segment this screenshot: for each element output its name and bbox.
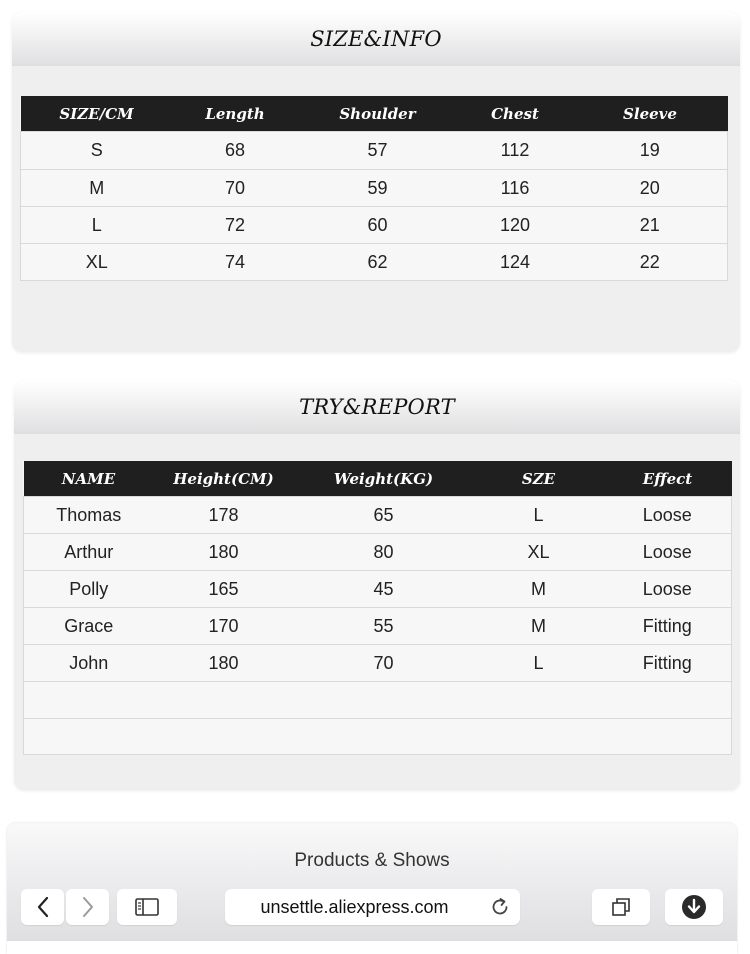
table-row bbox=[24, 645, 732, 682]
reload-icon[interactable] bbox=[489, 896, 511, 918]
table-cell bbox=[474, 682, 604, 719]
table-cell: Loose bbox=[604, 571, 732, 608]
table-cell: 19 bbox=[573, 132, 728, 170]
table-cell: 62 bbox=[298, 244, 458, 281]
table-cell bbox=[294, 719, 474, 755]
try-report-col-header: Weight(KG) bbox=[294, 461, 474, 497]
table-cell bbox=[604, 682, 732, 719]
size-info-title: SIZE&INFO bbox=[310, 27, 442, 51]
chevron-right-icon bbox=[81, 896, 95, 918]
table-cell: 22 bbox=[573, 244, 728, 281]
table-cell: 124 bbox=[458, 244, 573, 281]
tabs-button[interactable] bbox=[592, 889, 650, 925]
table-cell: Loose bbox=[604, 534, 732, 571]
size-info-table bbox=[20, 96, 728, 281]
table-cell bbox=[154, 719, 294, 755]
size-info-col-header: Length bbox=[173, 96, 298, 132]
table-row bbox=[24, 497, 732, 534]
try-report-table bbox=[23, 461, 732, 755]
table-cell: XL bbox=[474, 534, 604, 571]
table-cell: Polly bbox=[24, 571, 154, 608]
try-report-col-header: Effect bbox=[604, 461, 732, 497]
table-cell: 45 bbox=[294, 571, 474, 608]
table-cell: 65 bbox=[294, 497, 474, 534]
table-cell bbox=[24, 682, 154, 719]
table-row bbox=[24, 682, 732, 719]
browser-toolbar bbox=[7, 823, 737, 954]
table-cell: 165 bbox=[154, 571, 294, 608]
table-cell bbox=[24, 719, 154, 755]
try-report-title: TRY&REPORT bbox=[299, 395, 455, 419]
table-cell: 59 bbox=[298, 170, 458, 207]
table-cell: XL bbox=[21, 244, 173, 281]
size-info-col-header: SIZE/CM bbox=[21, 96, 173, 132]
sidebar-button[interactable] bbox=[117, 889, 177, 925]
table-cell: M bbox=[474, 571, 604, 608]
tabs-icon bbox=[610, 896, 632, 918]
table-cell: Loose bbox=[604, 497, 732, 534]
table-cell: Thomas bbox=[24, 497, 154, 534]
sidebar-icon bbox=[135, 898, 159, 916]
table-cell: 180 bbox=[154, 645, 294, 682]
table-row bbox=[24, 534, 732, 571]
table-cell: 21 bbox=[573, 207, 728, 244]
table-cell: L bbox=[474, 497, 604, 534]
table-cell: 57 bbox=[298, 132, 458, 170]
table-cell: 70 bbox=[294, 645, 474, 682]
table-cell: Grace bbox=[24, 608, 154, 645]
table-cell bbox=[474, 719, 604, 755]
try-report-header bbox=[14, 380, 740, 434]
table-cell: L bbox=[474, 645, 604, 682]
table-cell: 70 bbox=[173, 170, 298, 207]
back-button[interactable] bbox=[21, 889, 64, 925]
size-info-col-header: Shoulder bbox=[298, 96, 458, 132]
table-cell: 120 bbox=[458, 207, 573, 244]
size-info-header-row bbox=[21, 96, 728, 132]
table-cell bbox=[154, 682, 294, 719]
table-cell: L bbox=[21, 207, 173, 244]
table-cell bbox=[604, 719, 732, 755]
size-info-col-header: Chest bbox=[458, 96, 573, 132]
size-info-header bbox=[12, 12, 740, 66]
table-cell: 72 bbox=[173, 207, 298, 244]
try-report-col-header: SZE bbox=[474, 461, 604, 497]
table-cell: 116 bbox=[458, 170, 573, 207]
table-cell: 20 bbox=[573, 170, 728, 207]
table-row bbox=[21, 207, 728, 244]
table-cell: 60 bbox=[298, 207, 458, 244]
forward-button[interactable] bbox=[66, 889, 109, 925]
download-button[interactable] bbox=[665, 889, 723, 925]
download-icon bbox=[681, 894, 707, 920]
page-content-edge bbox=[7, 941, 737, 954]
table-cell: 74 bbox=[173, 244, 298, 281]
table-cell: 55 bbox=[294, 608, 474, 645]
try-report-col-header: Height(CM) bbox=[154, 461, 294, 497]
table-row bbox=[24, 571, 732, 608]
table-cell: 170 bbox=[154, 608, 294, 645]
size-info-col-header: Sleeve bbox=[573, 96, 728, 132]
table-row bbox=[24, 608, 732, 645]
browser-title: Products & Shows bbox=[294, 850, 450, 871]
table-cell: Fitting bbox=[604, 608, 732, 645]
url-text: unsettle.aliexpress.com bbox=[260, 897, 449, 917]
table-row bbox=[24, 719, 732, 755]
table-cell bbox=[294, 682, 474, 719]
address-bar[interactable] bbox=[225, 889, 520, 925]
table-cell: 178 bbox=[154, 497, 294, 534]
table-cell: John bbox=[24, 645, 154, 682]
table-cell: 112 bbox=[458, 132, 573, 170]
table-cell: M bbox=[474, 608, 604, 645]
chevron-left-icon bbox=[36, 896, 50, 918]
table-cell: S bbox=[21, 132, 173, 170]
try-report-header-row bbox=[24, 461, 732, 497]
try-report-col-header: NAME bbox=[24, 461, 154, 497]
table-row bbox=[21, 170, 728, 207]
table-cell: 68 bbox=[173, 132, 298, 170]
table-cell: 80 bbox=[294, 534, 474, 571]
table-row bbox=[21, 244, 728, 281]
table-row bbox=[21, 132, 728, 170]
table-cell: 180 bbox=[154, 534, 294, 571]
table-cell: Arthur bbox=[24, 534, 154, 571]
table-cell: Fitting bbox=[604, 645, 732, 682]
table-cell: M bbox=[21, 170, 173, 207]
